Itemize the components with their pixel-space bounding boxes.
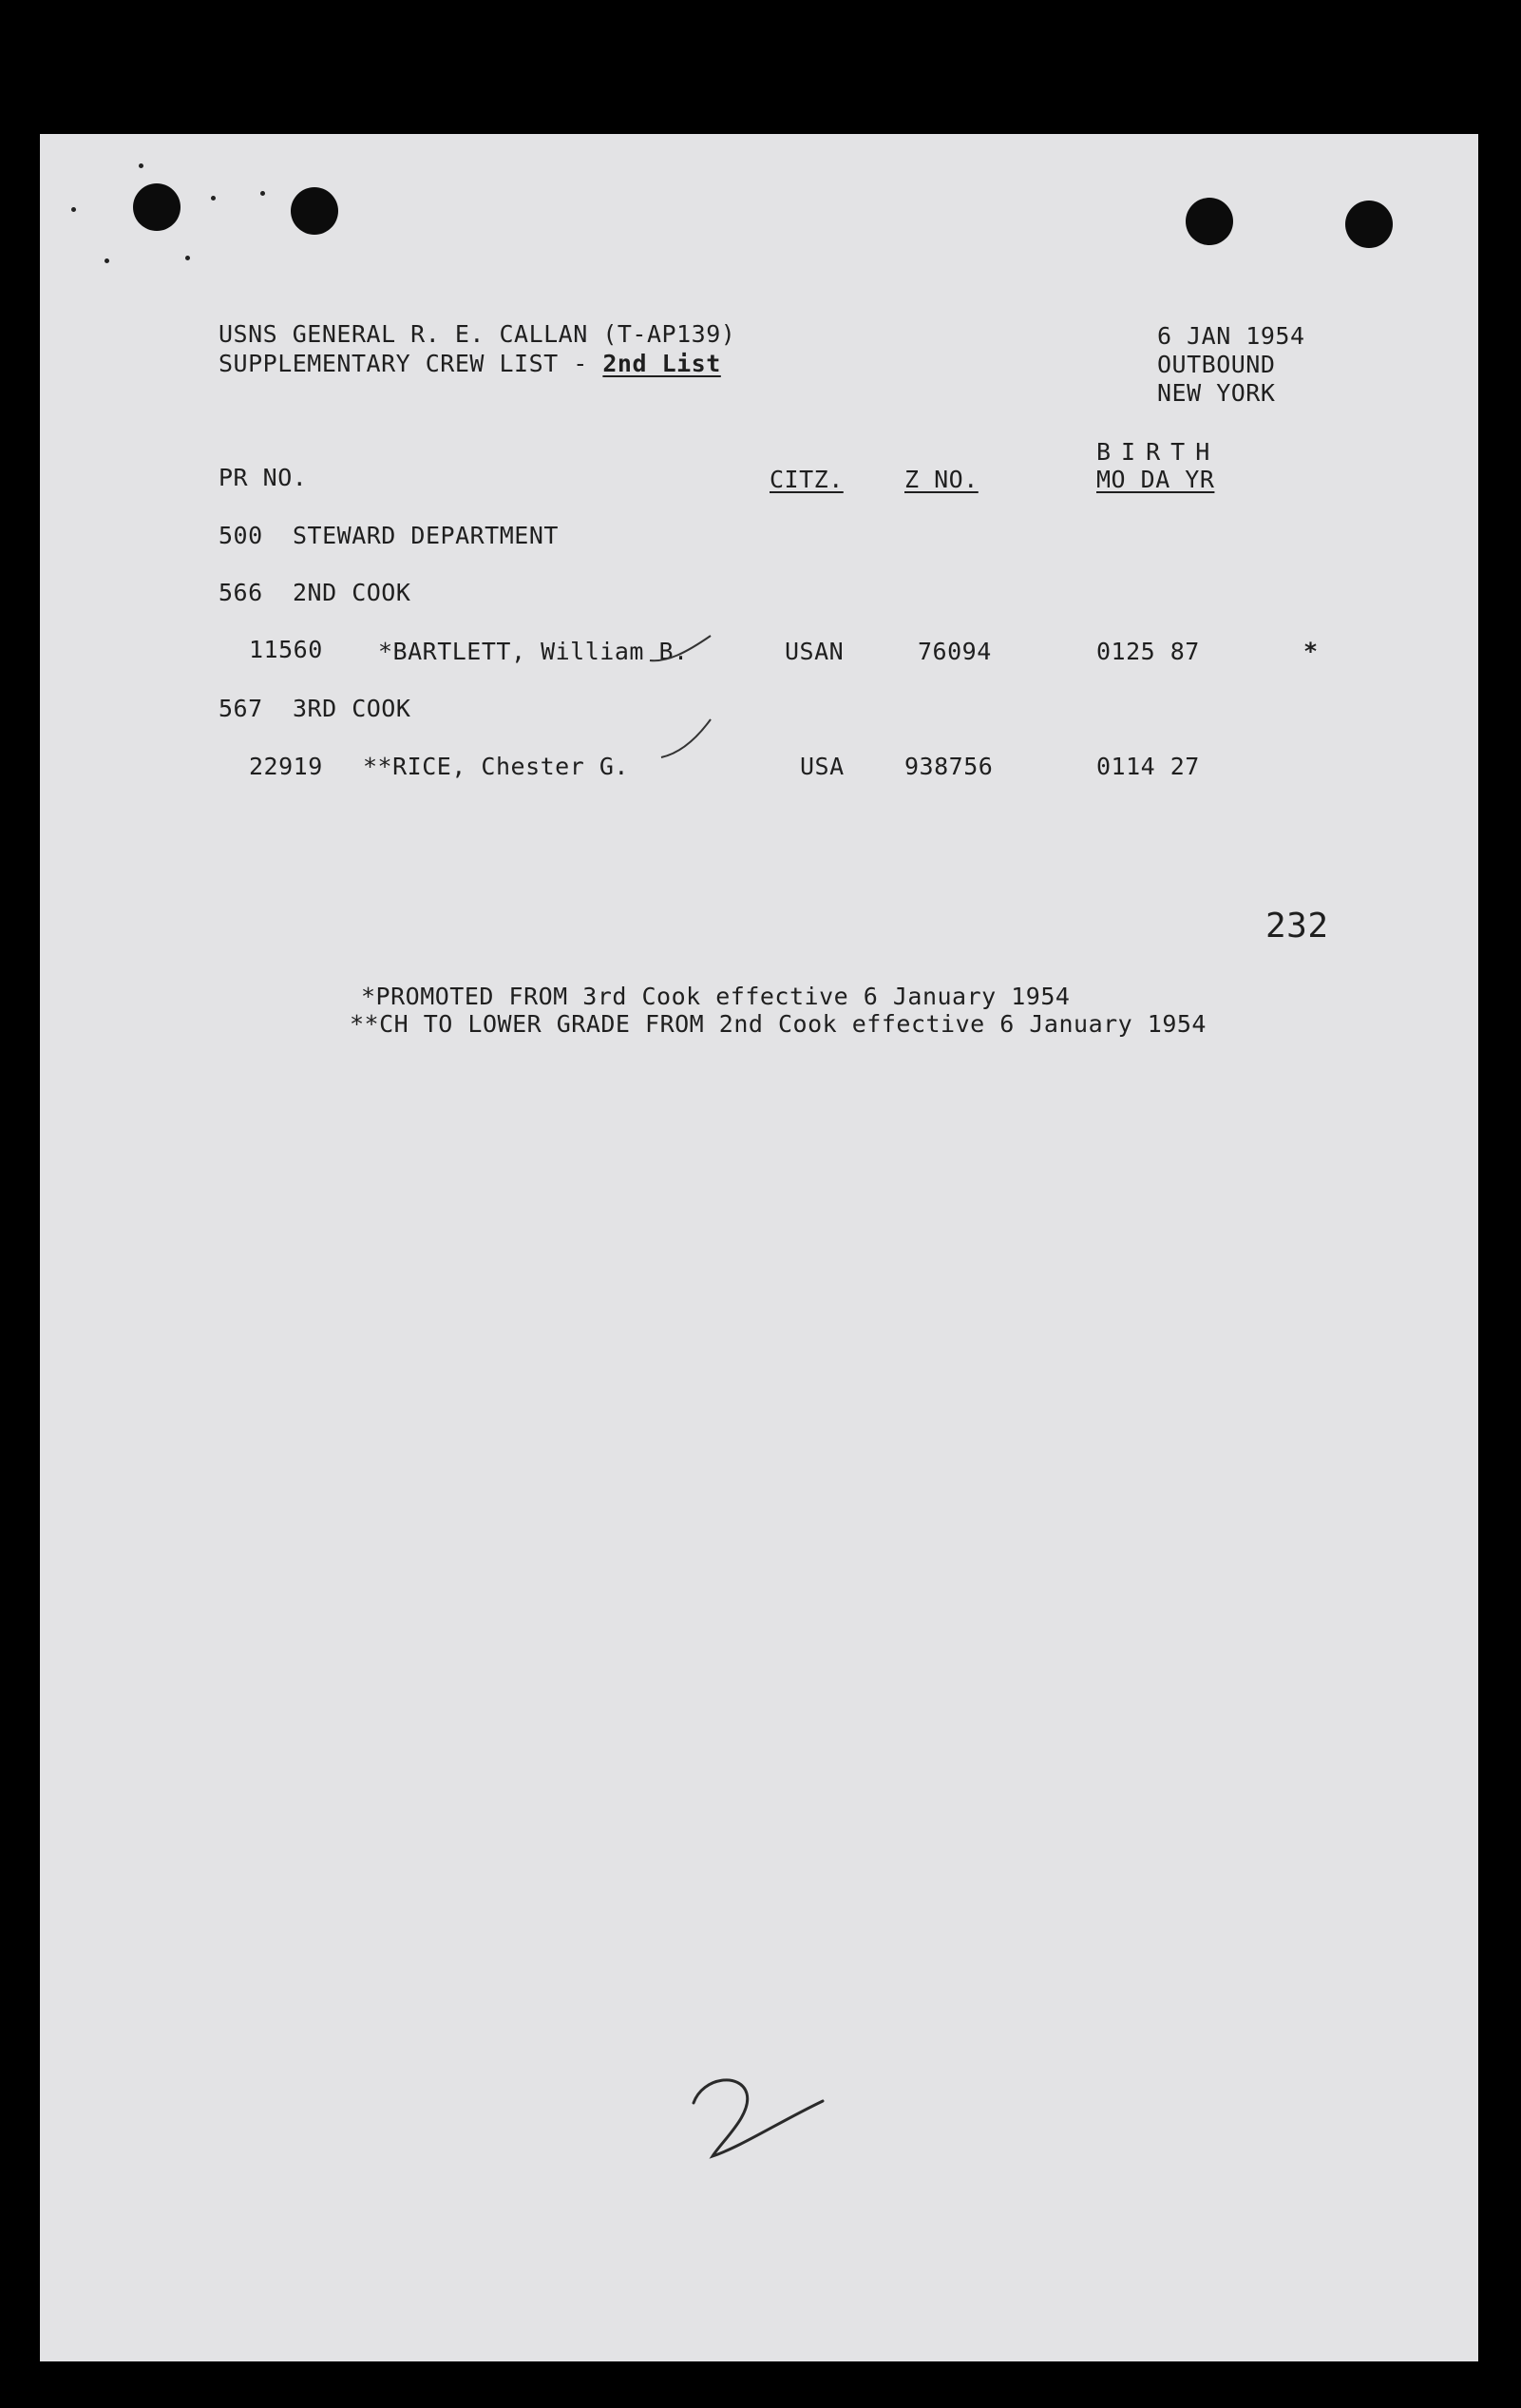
column-birth: BIRTH: [1096, 438, 1221, 466]
punch-hole: [133, 183, 181, 231]
ship-name: USNS GENERAL R. E. CALLAN (T-AP139): [219, 320, 736, 348]
rating-title: 3RD COOK: [293, 695, 411, 722]
speck: [105, 258, 109, 263]
crew-name: **RICE, Chester G.: [363, 753, 629, 780]
rating-code: 567: [219, 695, 263, 722]
speck: [139, 163, 143, 168]
punch-hole: [1186, 198, 1233, 245]
crew-birth: 0125 87: [1096, 638, 1200, 665]
crew-number: 11560: [249, 636, 323, 663]
list-date: 6 JAN 1954: [1157, 322, 1305, 350]
list-dash: -: [573, 350, 588, 377]
department-name: STEWARD DEPARTMENT: [293, 522, 559, 549]
crew-z-no: 938756: [904, 753, 994, 780]
department-code: 500: [219, 522, 263, 549]
crew-flag: *: [1303, 638, 1319, 665]
column-citz: CITZ.: [770, 466, 844, 493]
voyage-direction: OUTBOUND: [1157, 351, 1276, 378]
speck: [71, 207, 76, 212]
crew-birth: 0114 27: [1096, 753, 1200, 780]
crew-citz: USA: [800, 753, 845, 780]
document-page: [40, 134, 1478, 2361]
rating-title: 2ND COOK: [293, 579, 411, 606]
column-birth-date: MO DA YR: [1096, 466, 1215, 493]
list-title-line: [219, 350, 721, 378]
footnote: **CH TO LOWER GRADE FROM 2nd Cook effective 6 January 1954: [350, 1010, 1207, 1038]
punch-hole: [1345, 201, 1393, 248]
footnote: *PROMOTED FROM 3rd Cook effective 6 January 1954: [361, 983, 1071, 1010]
crew-number: 22919: [249, 753, 323, 780]
check-mark: [648, 628, 714, 666]
crew-citz: USAN: [785, 638, 845, 665]
crew-name: *BARTLETT, William B.: [378, 638, 689, 665]
list-title: SUPPLEMENTARY CREW LIST: [219, 350, 559, 377]
speck: [260, 191, 265, 196]
column-z-no: Z NO.: [904, 466, 979, 493]
speck: [185, 256, 190, 260]
check-mark: [657, 716, 714, 763]
punch-hole: [291, 187, 338, 235]
rating-code: 566: [219, 579, 263, 606]
handwritten-mark: [684, 2065, 827, 2169]
column-pr-no: PR NO.: [219, 464, 308, 491]
list-number: 2nd List: [602, 350, 721, 377]
crew-z-no: 76094: [918, 638, 992, 665]
voyage-port: NEW YORK: [1157, 379, 1276, 407]
page-number: 232: [1265, 907, 1329, 946]
speck: [211, 196, 216, 201]
